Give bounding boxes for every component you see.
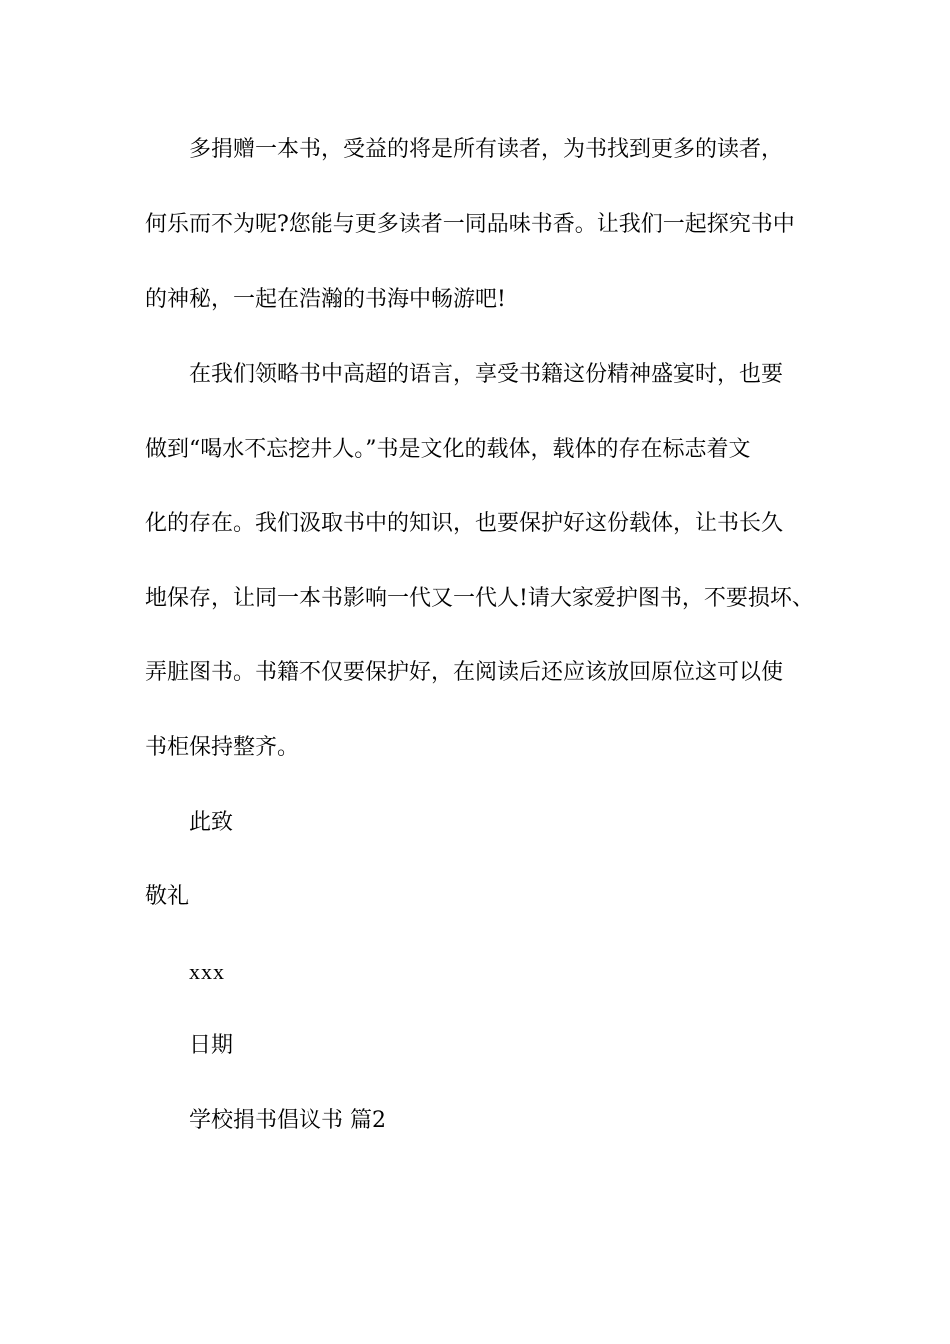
closing-respect: 敬礼: [145, 884, 190, 909]
paragraph-2-line-2: 做到“喝水不忘挖井人。”书是文化的载体，载体的存在标志着文: [145, 437, 751, 462]
paragraph-2-line-5: 弄脏图书。书籍不仅要保护好，在阅读后还应该放回原位这可以使: [145, 660, 784, 685]
paragraph-1-line-3: 的神秘，一起在浩瀚的书海中畅游吧!: [145, 287, 506, 312]
date: 日期: [189, 1033, 234, 1058]
paragraph-2-line-4: 地保存，让同一本书影响一代又一代人!请大家爱护图书，不要损坏、: [145, 586, 814, 611]
paragraph-2-line-6: 书柜保持整齐。: [145, 735, 300, 760]
section-title: 学校捐书倡议书 篇2: [189, 1108, 386, 1133]
paragraph-1-line-2: 何乐而不为呢?您能与更多读者一同品味书香。让我们一起探究书中: [145, 212, 795, 237]
paragraph-2-line-1: 在我们领略书中高超的语言，享受书籍这份精神盛宴时，也要: [189, 362, 784, 387]
paragraph-1-line-1: 多捐赠一本书，受益的将是所有读者，为书找到更多的读者，: [189, 137, 784, 162]
closing-salutation: 此致: [189, 810, 234, 835]
signature: xxx: [189, 959, 225, 984]
paragraph-2-line-3: 化的存在。我们汲取书中的知识，也要保护好这份载体，让书长久: [145, 511, 784, 536]
